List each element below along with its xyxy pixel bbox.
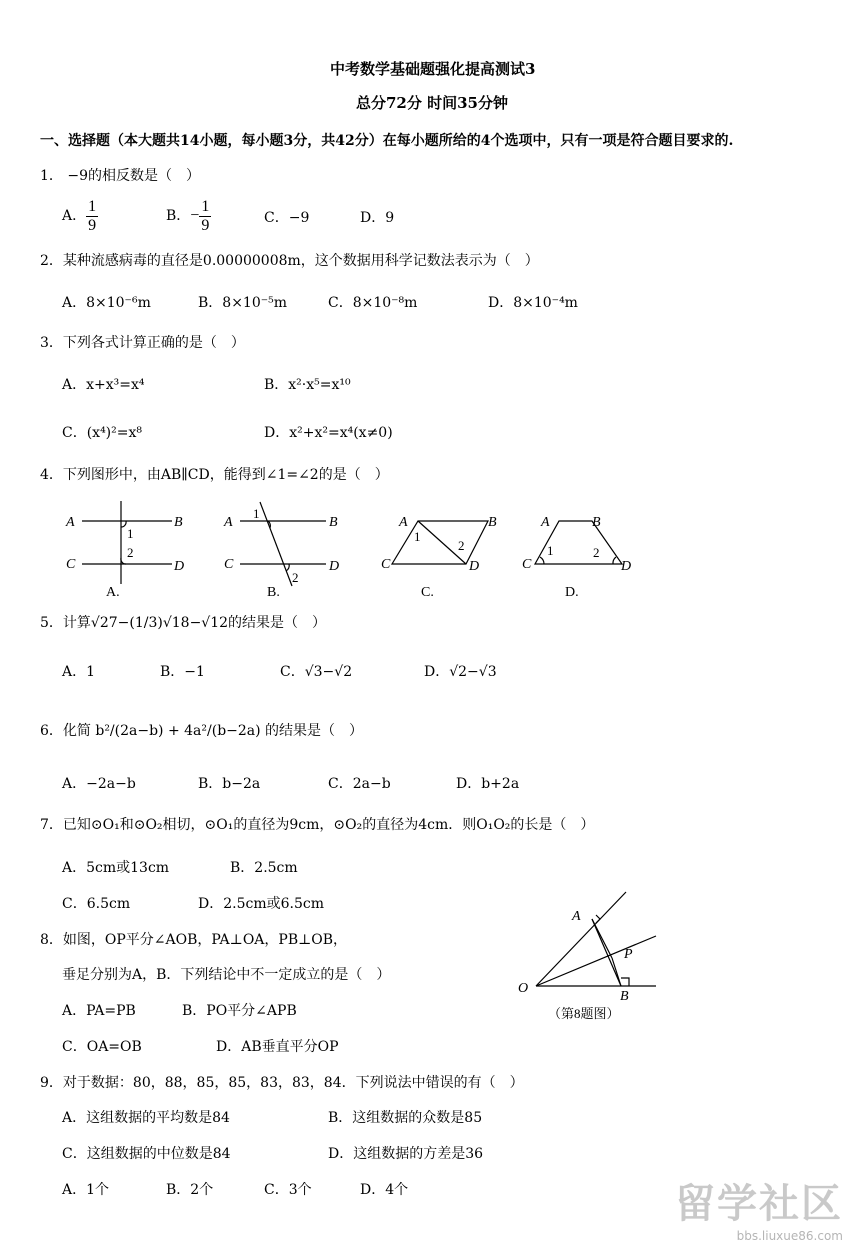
q6-option-c: C．2a−b [328, 776, 391, 792]
q6-option-a: A．−2a−b [62, 776, 136, 792]
question-3-stem: 3．下列各式计算正确的是（ ） [40, 335, 245, 351]
fig-d-label-c: C [522, 557, 532, 572]
q3-option-d: D．x²+x²=x⁴(x≠0) [264, 425, 393, 441]
q7-option-c: C．6.5cm [62, 896, 131, 912]
fig-a-label-d: D [174, 559, 185, 574]
q8-option-a: A．PA=PB [62, 1003, 136, 1019]
section-heading: 一、选择题（本大题共14小题，每小题3分，共42分）在每小题所给的4个选项中，只有一项是符合题目要求的. [40, 133, 734, 149]
fig-a-label-a: A [66, 515, 75, 530]
watermark [675, 1172, 843, 1243]
question-7-stem: 7．已知⊙O₁和⊙O₂相切，⊙O₁的直径为9cm，⊙O₂的直径为4cm．则O₁O₂的长是（ ） [40, 817, 595, 833]
q3-option-c: C．(x⁴)²=x⁸ [62, 425, 142, 441]
fig-a-label-b: B [174, 515, 183, 530]
question-4-stem: 4．下列图形中，由AB∥CD，能得到∠1=∠2的是（ ） [40, 467, 389, 483]
q9-option-c: C．这组数据的中位数是84 [62, 1146, 231, 1162]
fig8-ray-oa [536, 892, 626, 986]
fig8-label-o: O [518, 981, 529, 996]
q8-figure [508, 886, 668, 1026]
fig-b-caption: B. [267, 585, 280, 600]
question-2-stem: 2．某种流感病毒的直径是0.00000008m，这个数据用科学记数法表示为（ ） [40, 253, 539, 269]
fig-c-caption: C. [421, 585, 434, 600]
q6-option-b: B．b−2a [198, 776, 261, 792]
fig-b-num-2: 2 [292, 570, 299, 585]
q8-option-b: B．PO平分∠APB [182, 1003, 297, 1019]
fig-c-label-b: B [488, 515, 497, 530]
fig8-right-angle-b [621, 978, 629, 986]
q5-option-a: A．1 [62, 664, 96, 680]
fig8-segment-pb [612, 958, 621, 986]
fig-a-caption: A. [106, 585, 120, 600]
fig-d-angle2-arc [613, 557, 616, 564]
q9-option-d: D．这组数据的方差是36 [328, 1146, 484, 1162]
q8-option-d: D．AB垂直平分OP [216, 1039, 339, 1055]
fig-b-label-c: C [224, 557, 234, 572]
fig-d-angle1-arc [540, 557, 544, 564]
fig-d-caption: D. [565, 585, 579, 600]
fig-c-num-1: 1 [414, 529, 421, 544]
fig8-caption: （第8题图） [548, 1006, 620, 1021]
q5-option-b: B．−1 [160, 664, 205, 680]
watermark-brand: 留学社区 [675, 1181, 843, 1227]
fig8-label-a: A [572, 909, 581, 924]
question-1-stem: 1． −9的相反数是（ ） [40, 168, 200, 184]
q2-option-a: A．8×10⁻⁶m [62, 295, 151, 311]
q9-choice-b: B．2个 [166, 1182, 214, 1198]
fig-c-label-c: C [381, 557, 391, 572]
q4-figures [60, 496, 640, 602]
question-5-stem: 5．计算√27−(1/3)√18−√12的结果是（ ） [40, 615, 327, 631]
question-6-stem: 6．化简 b²/(2a−b) + 4a²/(b−2a) 的结果是（ ） [40, 723, 364, 739]
q9-choice-c: C．3个 [264, 1182, 312, 1198]
q5-option-c: C．√3−√2 [280, 664, 353, 680]
fig-d-num-1: 1 [547, 543, 554, 558]
q9-option-b: B．这组数据的众数是85 [328, 1110, 483, 1126]
fig-c-label-d: D [469, 559, 480, 574]
q9-choice-d: D．4个 [360, 1182, 409, 1198]
q1-option-c: C．−9 [264, 210, 310, 226]
page-subtitle: 总分72分 时间35分钟 [356, 94, 508, 112]
fig-a-angle2-arc [121, 558, 126, 564]
fig-a-angle1-arc [121, 521, 126, 527]
question-8-stem: 8．如图，OP平分∠AOB，PA⊥OA，PB⊥OB， [40, 932, 348, 948]
fig8-right-angle-a [596, 915, 600, 923]
fig-b-label-d: D [329, 559, 340, 574]
fig-d-label-b: B [592, 515, 601, 530]
fig-b-label-a: A [224, 515, 233, 530]
q1-option-b: B．− $\frac{1}{9}$ [166, 198, 210, 234]
fig-b-label-b: B [329, 515, 338, 530]
q8-option-c: C．OA=OB [62, 1039, 142, 1055]
q7-option-a: A．5cm或13cm [62, 860, 170, 876]
fig-d-label-d: D [621, 559, 632, 574]
fig8-label-b: B [620, 989, 629, 1004]
q2-option-b: B．8×10⁻⁵m [198, 295, 288, 311]
question-9-stem: 9．对于数据：80，88，85，85，83，83，84．下列说法中错误的有（ ） [40, 1075, 524, 1091]
fig8-label-p: P [624, 947, 633, 962]
fig-a-label-c: C [66, 557, 76, 572]
fig8-ray-op [536, 936, 656, 986]
q2-option-d: D．8×10⁻⁴m [488, 295, 578, 311]
fig-d-label-a: A [541, 515, 550, 530]
q7-option-b: B．2.5cm [230, 860, 298, 876]
q9-option-a: A．这组数据的平均数是84 [62, 1110, 230, 1126]
q1-option-d: D．9 [360, 210, 395, 226]
page-title: 中考数学基础题强化提高测试3 [330, 60, 536, 78]
q6-option-d: D．b+2a [456, 776, 520, 792]
q3-option-b: B．x²·x⁵=x¹⁰ [264, 377, 351, 393]
fig-d-num-2: 2 [593, 545, 600, 560]
q3-option-a: A．x+x³=x⁴ [62, 377, 145, 393]
fig-b-num-1: 1 [253, 506, 260, 521]
q5-option-d: D．√2−√3 [424, 664, 497, 680]
q9-choice-a: A．1个 [62, 1182, 110, 1198]
q1-option-a: A． $\frac{1}{9}$ [62, 198, 97, 234]
fig-c-label-a: A [399, 515, 408, 530]
fig-b-transversal [260, 502, 292, 586]
q7-option-d: D．2.5cm或6.5cm [198, 896, 324, 912]
q2-option-c: C．8×10⁻⁸m [328, 295, 418, 311]
fig8-segment-ap [592, 919, 612, 958]
fig-c-num-2: 2 [458, 538, 465, 553]
fig-a-num-2: 2 [127, 545, 134, 560]
watermark-site: bbs.liuxue86.com [736, 1229, 843, 1243]
question-8-stem-line2: 垂足分别为A，B．下列结论中不一定成立的是（ ） [62, 967, 391, 983]
fig-a-num-1: 1 [127, 526, 134, 541]
